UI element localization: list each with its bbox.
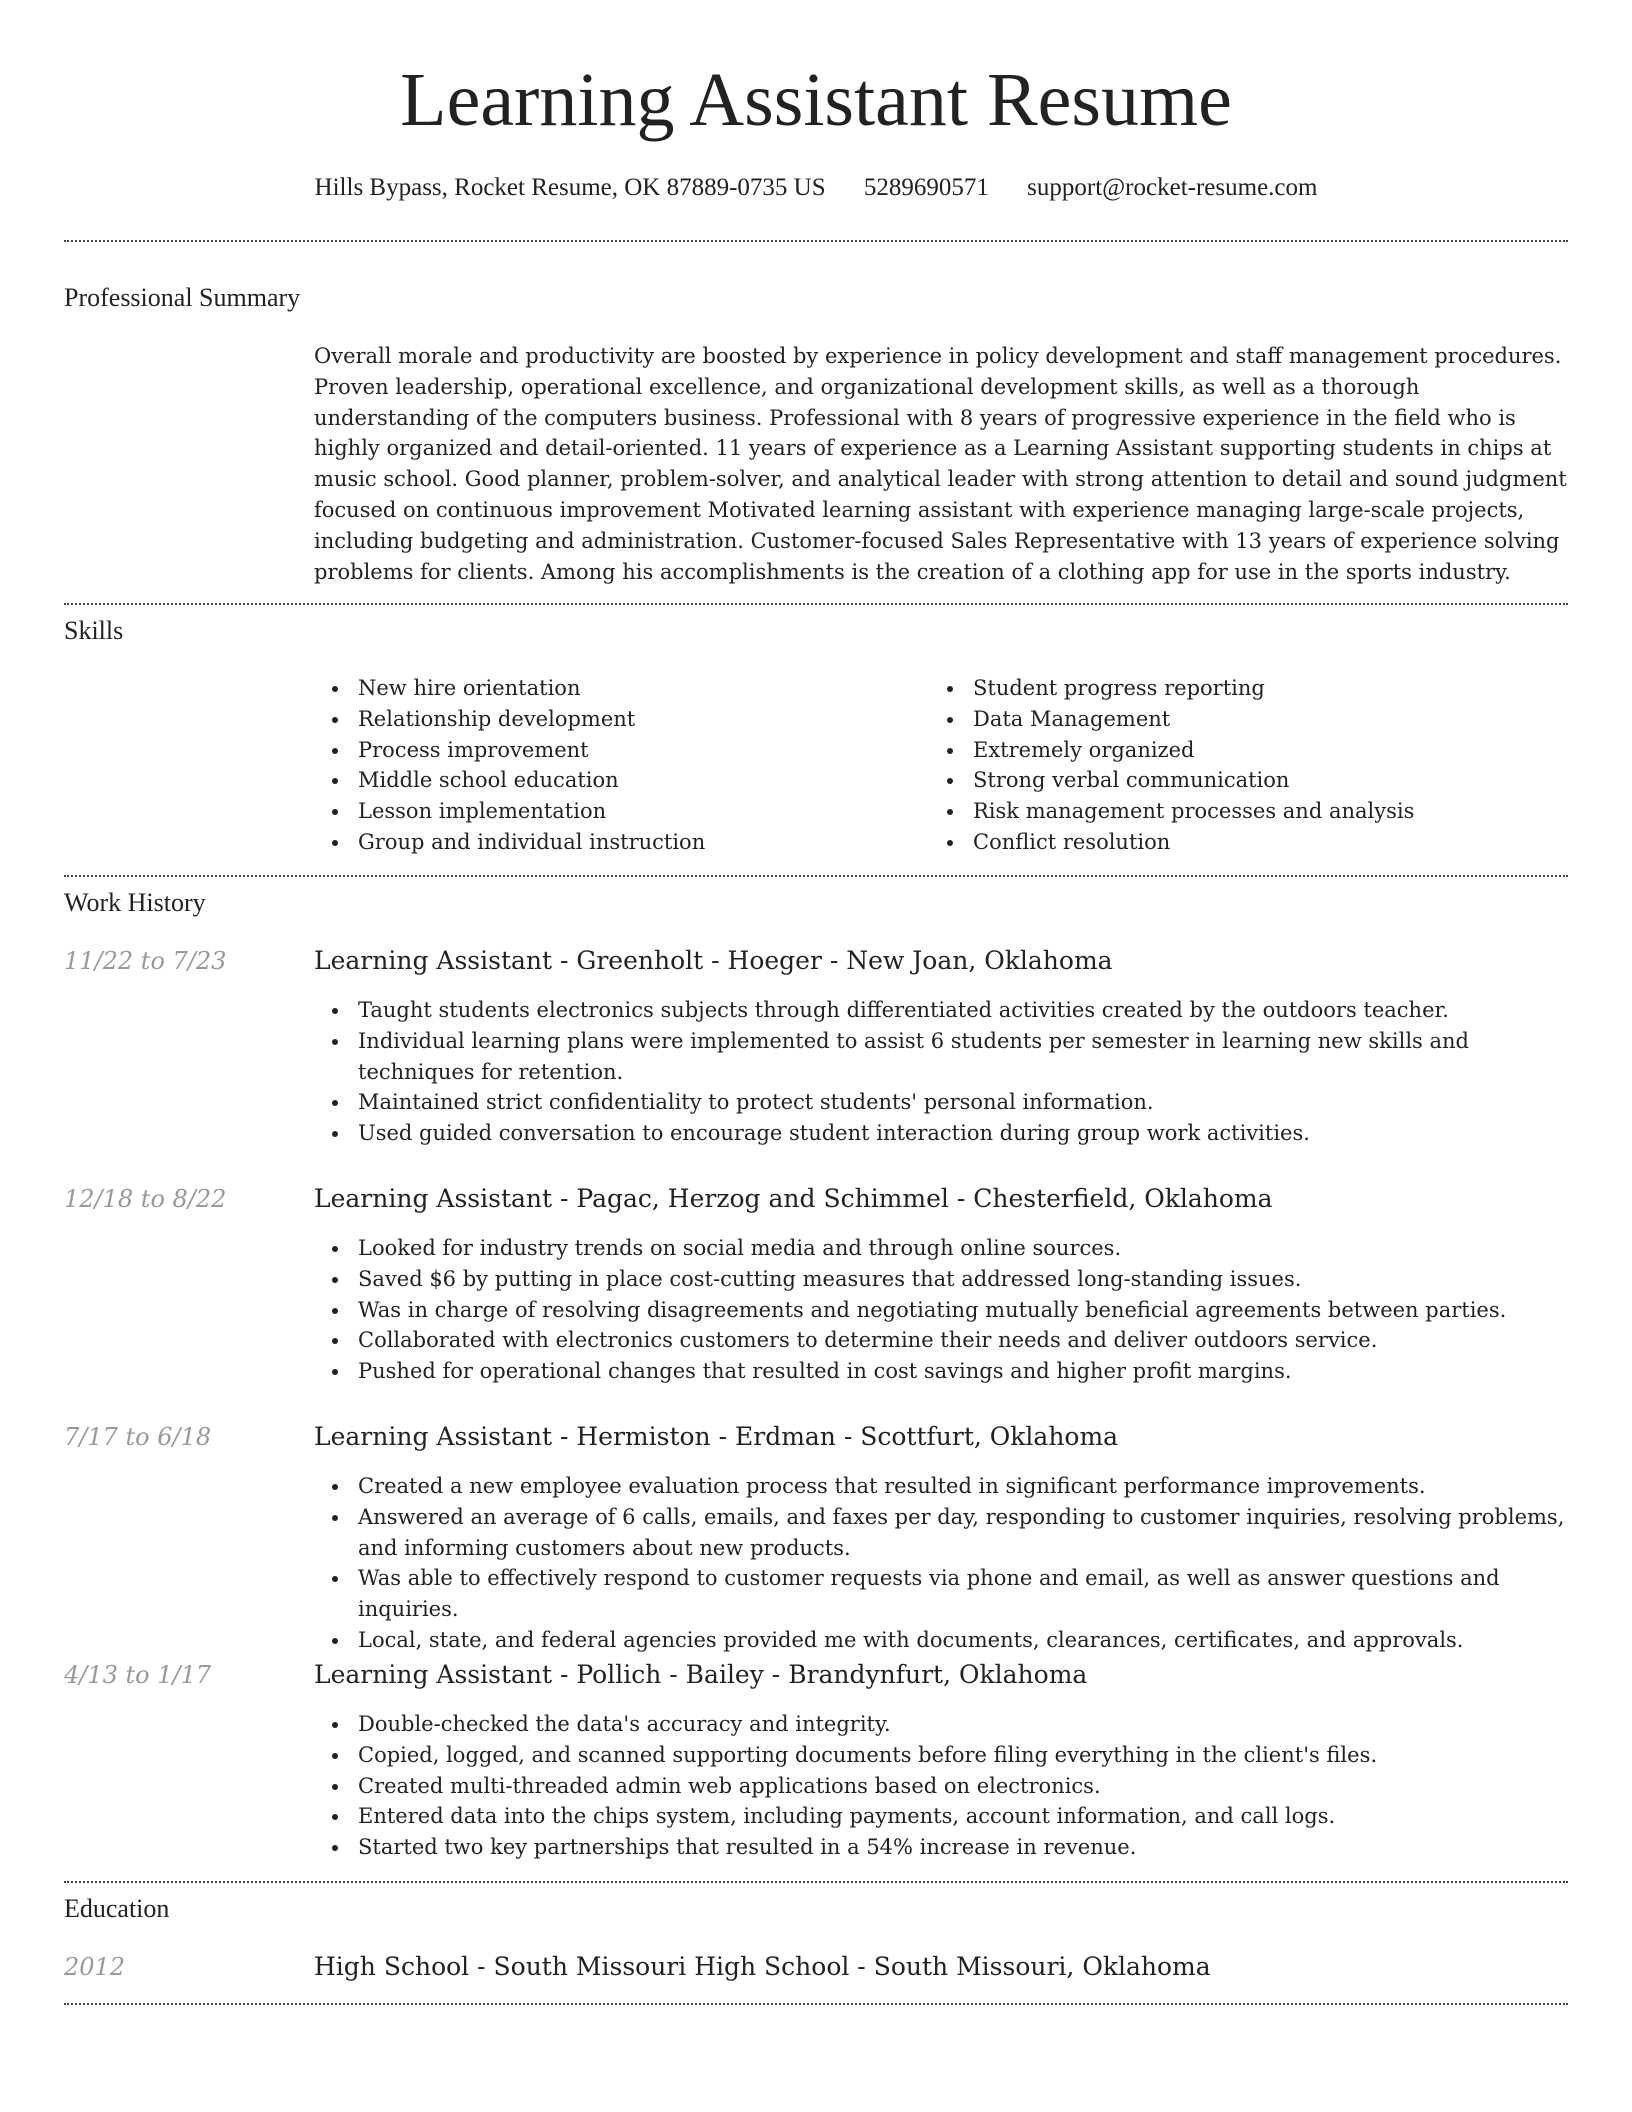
job-title: Learning Assistant - Pollich - Bailey - Brandynfurt, Oklahoma — [314, 1660, 1088, 1689]
job-bullet: Local, state, and federal agencies provided me with documents, clearances, certificates, and approvals. — [314, 1625, 1568, 1656]
job-bullet: Pushed for operational changes that resulted in cost savings and higher profit margins. — [314, 1356, 1568, 1387]
job-bullet: Individual learning plans were implemented to assist 6 students per semester in learning new skills and techniques for retention. — [314, 1026, 1568, 1088]
job-bullet: Entered data into the chips system, including payments, account information, and call logs. — [314, 1801, 1568, 1832]
skill-item: Group and individual instruction — [314, 827, 914, 858]
job-bullet: Used guided conversation to encourage student interaction during group work activities. — [314, 1118, 1568, 1149]
job-bullet: Collaborated with electronics customers to determine their needs and deliver outdoors service. — [314, 1325, 1568, 1356]
education-year: 2012 — [64, 1953, 126, 1981]
job-bullets — [314, 995, 1568, 1149]
job-bullets — [314, 1233, 1568, 1387]
job-dates: 7/17 to 6/18 — [64, 1423, 212, 1451]
skills-heading: Skills — [64, 616, 124, 645]
skill-item: Conflict resolution — [929, 827, 1568, 858]
skill-item: Middle school education — [314, 765, 914, 796]
section-divider — [64, 2003, 1568, 2005]
contact-phone[interactable]: 5289690571 — [863, 174, 989, 201]
skills-list-right — [929, 673, 1568, 858]
job-bullet: Started two key partnerships that resulted in a 54% increase in revenue. — [314, 1832, 1568, 1863]
section-divider — [64, 240, 1568, 242]
job-bullet: Taught students electronics subjects through differentiated activities created by the outdoors teacher. — [314, 995, 1568, 1026]
section-divider — [64, 603, 1568, 605]
education-title: High School - South Missouri High School - South Missouri, Oklahoma — [314, 1952, 1211, 1981]
job-bullet: Created a new employee evaluation process that resulted in significant performance improvements. — [314, 1471, 1568, 1502]
summary-heading: Professional Summary — [64, 283, 301, 312]
section-divider — [64, 875, 1568, 877]
resume-title: Learning Assistant Resume — [400, 58, 1232, 142]
skill-item: Risk management processes and analysis — [929, 796, 1568, 827]
job-dates: 11/22 to 7/23 — [64, 947, 227, 975]
job-bullet: Was in charge of resolving disagreements and negotiating mutually beneficial agreements between parties. — [314, 1295, 1568, 1326]
skill-item: Lesson implementation — [314, 796, 914, 827]
job-bullet: Created multi-threaded admin web applications based on electronics. — [314, 1771, 1568, 1802]
section-divider — [64, 1881, 1568, 1883]
job-dates: 12/18 to 8/22 — [64, 1185, 227, 1213]
job-title: Learning Assistant - Greenholt - Hoeger - New Joan, Oklahoma — [314, 946, 1113, 975]
job-bullet: Double-checked the data's accuracy and integrity. — [314, 1709, 1568, 1740]
skill-item: Strong verbal communication — [929, 765, 1568, 796]
skill-item: Relationship development — [314, 704, 914, 735]
job-bullet: Maintained strict confidentiality to protect students' personal information. — [314, 1087, 1568, 1118]
job-bullets — [314, 1709, 1568, 1863]
job-bullet: Saved $6 by putting in place cost-cutting measures that addressed long-standing issues. — [314, 1264, 1568, 1295]
job-bullets — [314, 1471, 1568, 1656]
job-bullet: Was able to effectively respond to customer requests via phone and email, as well as answer questions and inquiries. — [314, 1563, 1568, 1625]
job-title: Learning Assistant - Pagac, Herzog and Schimmel - Chesterfield, Oklahoma — [314, 1184, 1273, 1213]
contact-email[interactable]: support@rocket-resume.com — [1027, 174, 1318, 201]
skill-item: Student progress reporting — [929, 673, 1568, 704]
job-bullet: Copied, logged, and scanned supporting documents before filing everything in the client's files. — [314, 1740, 1568, 1771]
contact-address: Hills Bypass, Rocket Resume, OK 87889-0735 US — [314, 174, 826, 201]
skills-list-left — [314, 673, 914, 858]
job-title: Learning Assistant - Hermiston - Erdman - Scottfurt, Oklahoma — [314, 1422, 1119, 1451]
skill-item: Extremely organized — [929, 735, 1568, 766]
summary-text: Overall morale and productivity are boosted by experience in policy development and staff management procedures. Proven leadership, operational excellence, and organizational development skills, as well as a thorough understanding of the computers business. Professional with 8 years of progressive experience in the field who is highly organized and detail-oriented. 11 years of experience as a Learning Assistant supporting students in chips at music school. Good planner, problem-solver, and analytical leader with strong attention to detail and sound judgment focused on continuous improvement Motivated learning assistant with experience managing large-scale projects, including budgeting and administration. Customer-focused Sales Representative with 13 years of experience solving problems for clients. Among his accomplishments is the creation of a clothing app for use in the sports industry. — [314, 344, 1567, 584]
skill-item: Data Management — [929, 704, 1568, 735]
skill-item: Process improvement — [314, 735, 914, 766]
work-heading: Work History — [64, 888, 206, 917]
job-bullet: Looked for industry trends on social media and through online sources. — [314, 1233, 1568, 1264]
skill-item: New hire orientation — [314, 673, 914, 704]
job-dates: 4/13 to 1/17 — [64, 1661, 212, 1689]
job-bullet: Answered an average of 6 calls, emails, and faxes per day, responding to customer inquiries, resolving problems, and informing customers about new products. — [314, 1502, 1568, 1564]
contact-line — [0, 170, 1632, 206]
education-heading: Education — [64, 1894, 170, 1923]
